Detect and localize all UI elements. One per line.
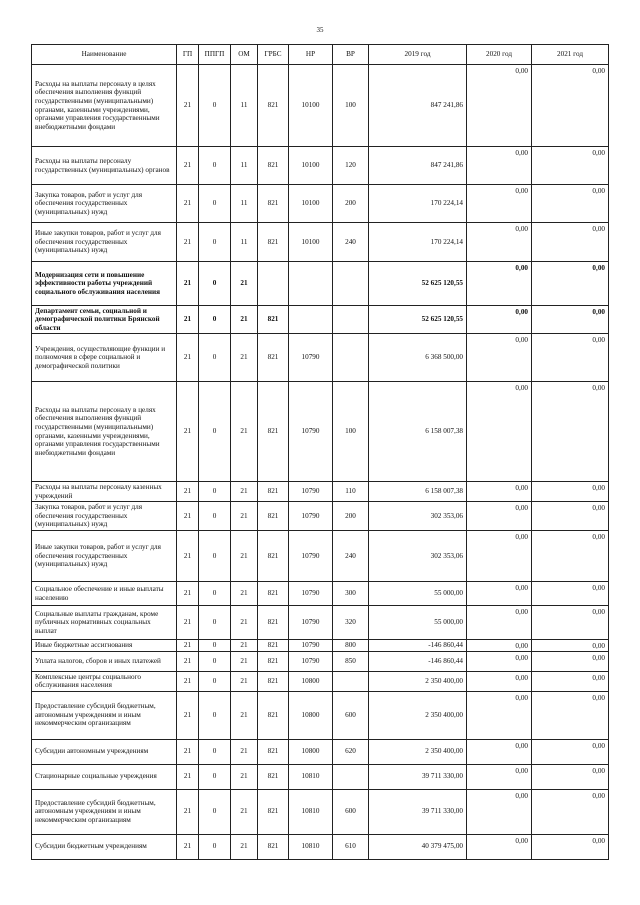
row-2019: 847 241,86 <box>369 65 467 147</box>
table-row <box>32 223 609 262</box>
row-2019: 6 158 007,38 <box>369 382 467 482</box>
row-2020: 0,00 <box>467 606 532 640</box>
row-gp: 21 <box>177 739 199 764</box>
row-grbs: 821 <box>258 671 289 691</box>
table-row <box>32 262 609 306</box>
row-2020: 0,00 <box>467 65 532 147</box>
row-2019: 55 000,00 <box>369 582 467 606</box>
row-2019: -146 860,44 <box>369 651 467 671</box>
row-grbs: 821 <box>258 834 289 859</box>
table-row <box>32 764 609 789</box>
row-name: Департамент семьи, социальной и демографической политики Брянской области <box>32 306 177 334</box>
row-nr: 10800 <box>289 739 333 764</box>
table-row <box>32 651 609 671</box>
row-om: 21 <box>231 606 258 640</box>
row-name: Субсидии автономным учреждениям <box>32 739 177 764</box>
row-vr: 850 <box>333 651 369 671</box>
row-gp: 21 <box>177 582 199 606</box>
row-grbs: 821 <box>258 65 289 147</box>
row-vr: 610 <box>333 834 369 859</box>
row-grbs: 821 <box>258 382 289 482</box>
row-grbs: 821 <box>258 482 289 502</box>
row-name: Модернизация сети и повышение эффективности работы учреждений социального обслуживания населения <box>32 262 177 306</box>
row-gp: 21 <box>177 531 199 582</box>
row-om: 21 <box>231 531 258 582</box>
row-2021: 0,00 <box>532 306 609 334</box>
row-grbs: 821 <box>258 640 289 652</box>
row-om: 11 <box>231 185 258 223</box>
row-ppgp: 0 <box>199 482 231 502</box>
row-gp: 21 <box>177 482 199 502</box>
table-header <box>32 45 609 65</box>
table-row <box>32 582 609 606</box>
row-name: Расходы на выплаты персоналу казенных учреждений <box>32 482 177 502</box>
row-ppgp: 0 <box>199 789 231 834</box>
row-nr: 10810 <box>289 834 333 859</box>
row-ppgp: 0 <box>199 185 231 223</box>
row-nr: 10790 <box>289 382 333 482</box>
row-nr: 10790 <box>289 482 333 502</box>
row-2019: 2 350 400,00 <box>369 691 467 739</box>
budget-table <box>31 44 609 860</box>
row-nr: 10800 <box>289 671 333 691</box>
row-om: 21 <box>231 262 258 306</box>
row-2021: 0,00 <box>532 65 609 147</box>
row-vr: 100 <box>333 65 369 147</box>
row-name: Субсидии бюджетным учреждениям <box>32 834 177 859</box>
table-row <box>32 334 609 382</box>
table-row <box>32 606 609 640</box>
row-ppgp: 0 <box>199 65 231 147</box>
row-ppgp: 0 <box>199 502 231 531</box>
row-vr: 240 <box>333 223 369 262</box>
row-ppgp: 0 <box>199 262 231 306</box>
row-grbs: 821 <box>258 606 289 640</box>
table-row <box>32 739 609 764</box>
table-row <box>32 640 609 652</box>
row-nr: 10800 <box>289 691 333 739</box>
row-vr <box>333 764 369 789</box>
row-2020: 0,00 <box>467 185 532 223</box>
row-nr: 10790 <box>289 606 333 640</box>
row-vr <box>333 334 369 382</box>
row-2021: 0,00 <box>532 691 609 739</box>
header-nr: НР <box>289 45 333 65</box>
row-grbs: 821 <box>258 185 289 223</box>
row-name: Расходы на выплаты персоналу государственных (муниципальных) органов <box>32 147 177 185</box>
row-om: 21 <box>231 739 258 764</box>
row-vr: 100 <box>333 382 369 482</box>
row-ppgp: 0 <box>199 606 231 640</box>
row-nr: 10790 <box>289 651 333 671</box>
row-grbs: 821 <box>258 502 289 531</box>
row-nr <box>289 306 333 334</box>
row-name: Предоставление субсидий бюджетным, автономным учреждениям и иным некоммерческим организациям <box>32 789 177 834</box>
row-2019: 39 711 330,00 <box>369 789 467 834</box>
row-gp: 21 <box>177 185 199 223</box>
row-vr: 600 <box>333 789 369 834</box>
header-2019: 2019 год <box>369 45 467 65</box>
row-grbs: 821 <box>258 789 289 834</box>
row-om: 21 <box>231 691 258 739</box>
row-2019: 2 350 400,00 <box>369 671 467 691</box>
row-ppgp: 0 <box>199 334 231 382</box>
row-2021: 0,00 <box>532 223 609 262</box>
row-gp: 21 <box>177 789 199 834</box>
row-2020: 0,00 <box>467 582 532 606</box>
row-nr: 10810 <box>289 764 333 789</box>
row-om: 21 <box>231 671 258 691</box>
row-ppgp: 0 <box>199 651 231 671</box>
row-name: Закупка товаров, работ и услуг для обеспечения государственных (муниципальных) нужд <box>32 502 177 531</box>
row-om: 21 <box>231 334 258 382</box>
row-2019: 52 625 120,55 <box>369 306 467 334</box>
row-name: Расходы на выплаты персоналу в целях обеспечения выполнения функций государственными (муниципальными) органами, казенными учреждениями, органами управления государственными внебюджетными фондами <box>32 382 177 482</box>
row-2020: 0,00 <box>467 382 532 482</box>
row-gp: 21 <box>177 834 199 859</box>
header-om: ОМ <box>231 45 258 65</box>
row-name: Учреждения, осуществляющие функции и полномочия в сфере социальной и демографической политики <box>32 334 177 382</box>
table-row <box>32 185 609 223</box>
page-number: 35 <box>316 26 324 34</box>
header-vr: ВР <box>333 45 369 65</box>
row-vr: 110 <box>333 482 369 502</box>
row-2019: 40 379 475,00 <box>369 834 467 859</box>
row-2020: 0,00 <box>467 789 532 834</box>
row-2020: 0,00 <box>467 739 532 764</box>
row-2020: 0,00 <box>467 262 532 306</box>
row-nr: 10790 <box>289 640 333 652</box>
row-vr: 800 <box>333 640 369 652</box>
row-vr: 620 <box>333 739 369 764</box>
row-2020: 0,00 <box>467 306 532 334</box>
row-name: Стационарные социальные учреждения <box>32 764 177 789</box>
row-2021: 0,00 <box>532 789 609 834</box>
row-vr <box>333 262 369 306</box>
row-gp: 21 <box>177 223 199 262</box>
row-grbs: 821 <box>258 691 289 739</box>
table-row <box>32 382 609 482</box>
row-2020: 0,00 <box>467 147 532 185</box>
row-vr: 240 <box>333 531 369 582</box>
row-name: Иные закупки товаров, работ и услуг для обеспечения государственных (муниципальных) нужд <box>32 531 177 582</box>
row-nr: 10790 <box>289 334 333 382</box>
table-row <box>32 691 609 739</box>
row-2020: 0,00 <box>467 531 532 582</box>
row-nr: 10810 <box>289 789 333 834</box>
row-2019: 170 224,14 <box>369 185 467 223</box>
row-name: Социальные выплаты гражданам, кроме публичных нормативных социальных выплат <box>32 606 177 640</box>
row-nr: 10790 <box>289 531 333 582</box>
row-ppgp: 0 <box>199 147 231 185</box>
table-row <box>32 789 609 834</box>
row-2021: 0,00 <box>532 482 609 502</box>
row-2021: 0,00 <box>532 262 609 306</box>
row-2021: 0,00 <box>532 739 609 764</box>
header-2020: 2020 год <box>467 45 532 65</box>
row-gp: 21 <box>177 671 199 691</box>
row-2019: 6 158 007,38 <box>369 482 467 502</box>
header-name: Наименование <box>32 45 177 65</box>
row-ppgp: 0 <box>199 691 231 739</box>
row-grbs <box>258 262 289 306</box>
row-gp: 21 <box>177 640 199 652</box>
row-gp: 21 <box>177 764 199 789</box>
table-row <box>32 306 609 334</box>
row-om: 21 <box>231 764 258 789</box>
row-om: 21 <box>231 640 258 652</box>
row-2021: 0,00 <box>532 582 609 606</box>
row-2020: 0,00 <box>467 691 532 739</box>
row-2021: 0,00 <box>532 764 609 789</box>
row-gp: 21 <box>177 306 199 334</box>
row-om: 21 <box>231 382 258 482</box>
row-om: 11 <box>231 223 258 262</box>
row-ppgp: 0 <box>199 640 231 652</box>
row-ppgp: 0 <box>199 671 231 691</box>
row-ppgp: 0 <box>199 834 231 859</box>
row-om: 21 <box>231 789 258 834</box>
row-grbs: 821 <box>258 531 289 582</box>
row-2021: 0,00 <box>532 502 609 531</box>
header-ppgp: ППГП <box>199 45 231 65</box>
row-2020: 0,00 <box>467 482 532 502</box>
row-ppgp: 0 <box>199 306 231 334</box>
row-grbs: 821 <box>258 223 289 262</box>
row-grbs: 821 <box>258 147 289 185</box>
row-om: 21 <box>231 306 258 334</box>
row-gp: 21 <box>177 651 199 671</box>
row-vr: 320 <box>333 606 369 640</box>
row-2020: 0,00 <box>467 502 532 531</box>
row-nr: 10100 <box>289 65 333 147</box>
row-2021: 0,00 <box>532 606 609 640</box>
row-om: 21 <box>231 651 258 671</box>
row-grbs: 821 <box>258 739 289 764</box>
row-2020: 0,00 <box>467 764 532 789</box>
table-row <box>32 531 609 582</box>
row-2021: 0,00 <box>532 531 609 582</box>
row-om: 21 <box>231 834 258 859</box>
row-2019: 302 353,06 <box>369 531 467 582</box>
row-nr: 10790 <box>289 582 333 606</box>
row-name: Иные закупки товаров, работ и услуг для обеспечения государственных (муниципальных) нужд <box>32 223 177 262</box>
row-vr: 600 <box>333 691 369 739</box>
row-2021: 0,00 <box>532 671 609 691</box>
row-2020: 0,00 <box>467 334 532 382</box>
row-gp: 21 <box>177 262 199 306</box>
row-nr: 10100 <box>289 185 333 223</box>
row-gp: 21 <box>177 502 199 531</box>
row-ppgp: 0 <box>199 223 231 262</box>
table-row <box>32 65 609 147</box>
row-2019: -146 860,44 <box>369 640 467 652</box>
row-gp: 21 <box>177 606 199 640</box>
row-2019: 6 368 500,00 <box>369 334 467 382</box>
row-2019: 52 625 120,55 <box>369 262 467 306</box>
row-ppgp: 0 <box>199 739 231 764</box>
row-gp: 21 <box>177 147 199 185</box>
row-2020: 0,00 <box>467 671 532 691</box>
row-2019: 302 353,06 <box>369 502 467 531</box>
row-gp: 21 <box>177 691 199 739</box>
row-vr: 120 <box>333 147 369 185</box>
row-gp: 21 <box>177 382 199 482</box>
row-2021: 0,00 <box>532 834 609 859</box>
row-vr <box>333 671 369 691</box>
header-gp: ГП <box>177 45 199 65</box>
row-nr: 10100 <box>289 223 333 262</box>
row-2021: 0,00 <box>532 640 609 652</box>
header-2021: 2021 год <box>532 45 609 65</box>
row-2021: 0,00 <box>532 382 609 482</box>
row-vr: 200 <box>333 502 369 531</box>
row-2020: 0,00 <box>467 651 532 671</box>
row-grbs: 821 <box>258 764 289 789</box>
header-grbs: ГРБС <box>258 45 289 65</box>
row-vr <box>333 306 369 334</box>
row-vr: 200 <box>333 185 369 223</box>
table-row <box>32 482 609 502</box>
row-ppgp: 0 <box>199 531 231 582</box>
table-row <box>32 147 609 185</box>
row-nr: 10100 <box>289 147 333 185</box>
row-nr: 10790 <box>289 502 333 531</box>
row-om: 21 <box>231 502 258 531</box>
table-row <box>32 502 609 531</box>
row-2021: 0,00 <box>532 147 609 185</box>
row-2021: 0,00 <box>532 185 609 223</box>
row-name: Комплексные центры социального обслуживания населения <box>32 671 177 691</box>
row-2019: 847 241,86 <box>369 147 467 185</box>
row-name: Иные бюджетные ассигнования <box>32 640 177 652</box>
row-grbs: 821 <box>258 651 289 671</box>
row-vr: 300 <box>333 582 369 606</box>
row-nr <box>289 262 333 306</box>
row-gp: 21 <box>177 65 199 147</box>
row-2019: 55 000,00 <box>369 606 467 640</box>
row-2020: 0,00 <box>467 834 532 859</box>
row-gp: 21 <box>177 334 199 382</box>
row-2019: 39 711 330,00 <box>369 764 467 789</box>
row-grbs: 821 <box>258 582 289 606</box>
row-om: 21 <box>231 482 258 502</box>
row-grbs: 821 <box>258 334 289 382</box>
row-om: 21 <box>231 582 258 606</box>
row-2019: 170 224,14 <box>369 223 467 262</box>
row-ppgp: 0 <box>199 382 231 482</box>
row-om: 11 <box>231 65 258 147</box>
row-name: Закупка товаров, работ и услуг для обеспечения государственных (муниципальных) нужд <box>32 185 177 223</box>
row-om: 11 <box>231 147 258 185</box>
row-name: Уплата налогов, сборов и иных платежей <box>32 651 177 671</box>
row-name: Предоставление субсидий бюджетным, автономным учреждениям и иным некоммерческим организациям <box>32 691 177 739</box>
table-row <box>32 671 609 691</box>
row-name: Расходы на выплаты персоналу в целях обеспечения выполнения функций государственными (муниципальными) органами, казенными учреждениями, органами управления государственными внебюджетными фондами <box>32 65 177 147</box>
row-grbs: 821 <box>258 306 289 334</box>
row-2021: 0,00 <box>532 334 609 382</box>
row-2020: 0,00 <box>467 223 532 262</box>
row-ppgp: 0 <box>199 764 231 789</box>
row-2021: 0,00 <box>532 651 609 671</box>
row-ppgp: 0 <box>199 582 231 606</box>
row-2020: 0,00 <box>467 640 532 652</box>
row-2019: 2 350 400,00 <box>369 739 467 764</box>
table-row <box>32 834 609 859</box>
row-name: Социальное обеспечение и иные выплаты населению <box>32 582 177 606</box>
